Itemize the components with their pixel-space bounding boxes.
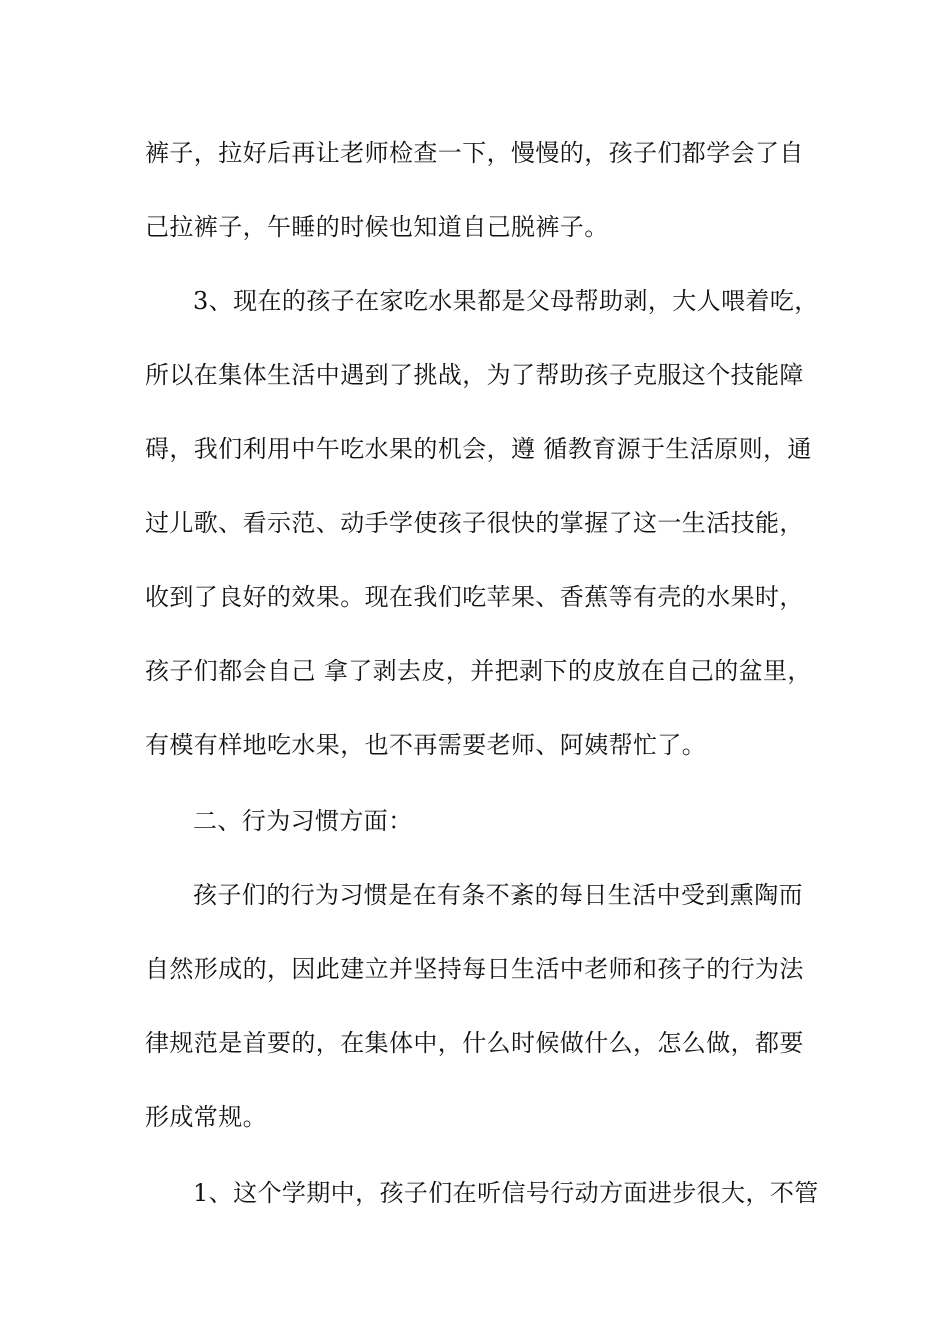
text-line: 碍，我们利用中午吃水果的机会，遵 循教育源于生活原则，通: [145, 435, 812, 463]
text-line: 过儿歌、看示范、动手学使孩子很快的掌握了这一生活技能，: [145, 509, 804, 537]
text-line: 收到了良好的效果。现在我们吃苹果、香蕉等有壳的水果时，: [145, 583, 804, 611]
text-line: 所以在集体生活中遇到了挑战，为了帮助孩子克服这个技能障: [145, 361, 804, 389]
paragraph-first-line: 孩子们的行为习惯是在有条不紊的每日生活中受到熏陶而: [193, 881, 803, 909]
paragraph-first-line: 3、现在的孩子在家吃水果都是父母帮助剥，大人喂着吃，: [193, 287, 819, 315]
text-line: 形成常规。: [145, 1103, 267, 1131]
paragraph-first-line: 1、这个学期中，孩子们在听信号行动方面进步很大，不管: [193, 1179, 819, 1207]
text-line: 律规范是首要的，在集体中，什么时候做什么，怎么做，都要: [145, 1029, 804, 1057]
text-line: 己拉裤子，午睡的时候也知道自己脱裤子。: [145, 213, 609, 241]
text-line: 自然形成的，因此建立并坚持每日生活中老师和孩子的行为法: [145, 955, 804, 983]
text-line: 孩子们都会自己 拿了剥去皮，并把剥下的皮放在自己的盆里，: [145, 657, 812, 685]
section-heading: 二、行为习惯方面：: [193, 807, 413, 835]
text-line: 裤子，拉好后再让老师检查一下，慢慢的，孩子们都学会了自: [145, 139, 804, 167]
text-line: 有模有样地吃水果，也不再需要老师、阿姨帮忙了。: [145, 731, 707, 759]
